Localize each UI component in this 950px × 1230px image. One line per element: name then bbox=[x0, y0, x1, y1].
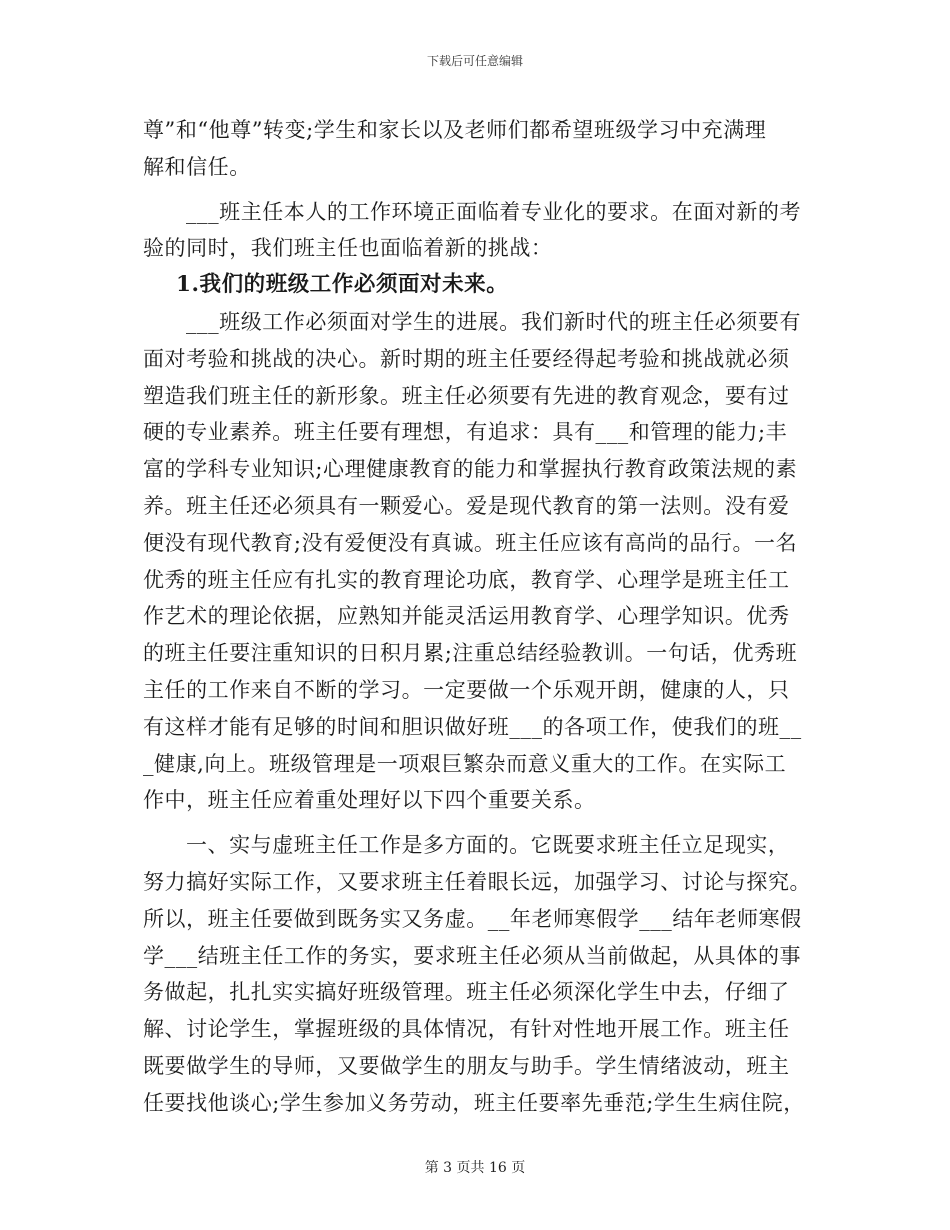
text-line: 的班主任要注重知识的日积月累;注重总结经验教训。一句话，优秀班 bbox=[143, 641, 798, 666]
text-line: 一、实与虚班主任工作是多方面的。它既要求班主任立足现实， bbox=[186, 833, 790, 858]
text-line: 便没有现代教育;没有爱便没有真诚。班主任应该有高尚的品行。一名 bbox=[143, 530, 798, 555]
text-line: 学___结班主任工作的务实，要求班主任必须从当前做起，从具体的事 bbox=[143, 943, 802, 968]
page-number-footer: 第 3 页共 16 页 bbox=[424, 1160, 526, 1176]
text-line: 作中，班主任应着重处理好以下四个重要关系。 bbox=[143, 788, 596, 813]
text-line: 富的学科专业知识;心理健康教育的能力和掌握执行教育政策法规的素 bbox=[143, 457, 798, 482]
text-line: 作艺术的理论依据，应熟知并能灵活运用教育学、心理学知识。优秀 bbox=[143, 604, 790, 629]
text-line: _健康,向上。班级管理是一项艰巨繁杂而意义重大的工作。在实际工 bbox=[143, 751, 787, 776]
text-line: ___班级工作必须面对学生的进展。我们新时代的班主任必须要有 bbox=[186, 309, 801, 334]
text-line: 解和信任。 bbox=[143, 154, 251, 179]
section-heading: 1.我们的班级工作必须面对未来。 bbox=[176, 272, 509, 298]
text-line: 所以，班主任要做到既务实又务虚。__年老师寒假学___结年老师寒假 bbox=[143, 906, 802, 931]
text-line: 任要找他谈心;学生参加义务劳动，班主任要率先垂范;学生生病住院， bbox=[143, 1090, 805, 1115]
text-line: 验的同时，我们班主任也面临着新的挑战： bbox=[143, 236, 553, 261]
text-line: 既要做学生的导师，又要做学生的朋友与助手。学生情绪波动，班主 bbox=[143, 1053, 790, 1078]
text-line: 硬的专业素养。班主任要有理想，有追求：具有___和管理的能力;丰 bbox=[143, 420, 788, 445]
text-line: ___班主任本人的工作环境正面临着专业化的要求。在面对新的考 bbox=[186, 199, 801, 224]
text-line: 解、讨论学生，掌握班级的具体情况，有针对性地开展工作。班主任 bbox=[143, 1017, 790, 1042]
page-header-note: 下载后可任意编辑 bbox=[426, 54, 523, 68]
text-line: 养。班主任还必须具有一颗爱心。爱是现代教育的第一法则。没有爱 bbox=[143, 493, 790, 518]
text-line: 塑造我们班主任的新形象。班主任必须要有先进的教育观念，要有过 bbox=[143, 383, 790, 408]
text-line: 务做起，扎扎实实搞好班级管理。班主任必须深化学生中去，仔细了 bbox=[143, 980, 790, 1005]
document-body bbox=[143, 112, 810, 1122]
text-line: 主任的工作来自不断的学习。一定要做一个乐观开朗，健康的人，只 bbox=[143, 677, 790, 702]
text-line: 面对考验和挑战的决心。新时期的班主任要经得起考验和挑战就必须 bbox=[143, 346, 790, 371]
text-line: 努力搞好实际工作，又要求班主任着眼长远，加强学习、讨论与探究。 bbox=[143, 869, 812, 894]
text-line: 尊”和“他尊”转变;学生和家长以及老师们都希望班级学习中充满理 bbox=[143, 118, 767, 142]
text-line: 优秀的班主任应有扎实的教育理论功底，教育学、心理学是班主任工 bbox=[143, 567, 790, 592]
text-line: 有这样才能有足够的时间和胆识做好班___的各项工作，使我们的班__ bbox=[143, 714, 802, 739]
